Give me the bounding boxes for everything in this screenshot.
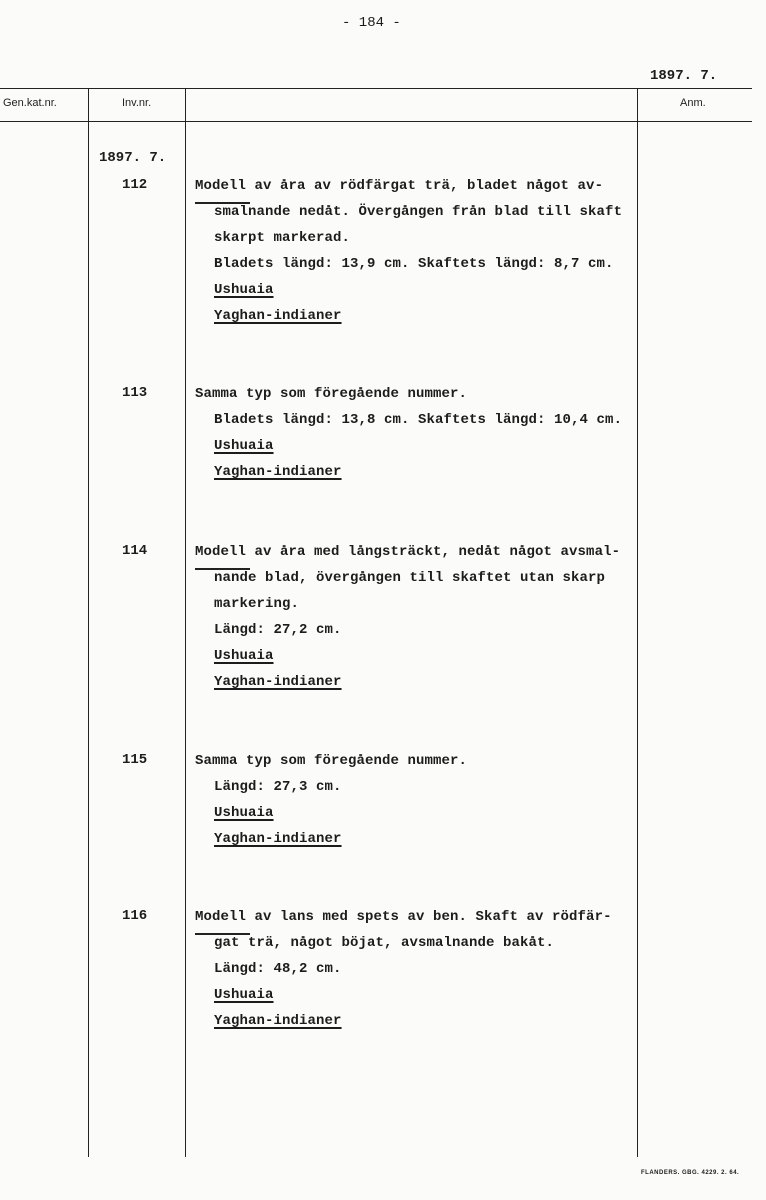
description-line: skarpt markerad. bbox=[214, 230, 351, 246]
catalog-entry bbox=[195, 904, 612, 1034]
inv-number: 114 bbox=[122, 543, 148, 559]
description-line: nande blad, övergången till skaftet utan skarp bbox=[214, 570, 606, 586]
description-line: markering. bbox=[214, 596, 300, 612]
page-number: - 184 - bbox=[342, 15, 401, 31]
place-label: Ushuaia bbox=[214, 987, 274, 1003]
header-top-rule bbox=[0, 88, 752, 89]
people-label: Yaghan-indianer bbox=[214, 464, 342, 480]
column-divider-gen-kat bbox=[88, 89, 89, 1157]
column-divider-anm bbox=[637, 89, 638, 1157]
description-line: Modell av åra med långsträckt, nedåt något avsmal- bbox=[195, 544, 621, 560]
description-line: Modell av lans med spets av ben. Skaft av rödfär- bbox=[195, 909, 612, 925]
description-line: Bladets längd: 13,9 cm. Skaftets längd: 8,7 cm. bbox=[214, 256, 614, 272]
section-year: 1897. 7. bbox=[99, 150, 167, 166]
description-line: Modell av åra av rödfärgat trä, bladet något av- bbox=[195, 178, 604, 194]
description-line: smalnande nedåt. Övergången från blad till skaft bbox=[214, 204, 623, 220]
column-header-gen-kat: Gen.kat.nr. bbox=[3, 97, 57, 109]
column-divider-inv bbox=[185, 89, 186, 1157]
year-reference: 1897. 7. bbox=[650, 68, 718, 84]
column-header-inv: Inv.nr. bbox=[122, 97, 152, 109]
first-line-mark bbox=[195, 202, 250, 204]
place-label: Ushuaia bbox=[214, 805, 274, 821]
first-line-mark bbox=[195, 933, 250, 935]
people-label: Yaghan-indianer bbox=[214, 674, 342, 690]
inv-number: 113 bbox=[122, 385, 148, 401]
place-label: Ushuaia bbox=[214, 282, 274, 298]
description-line: Samma typ som föregående nummer. bbox=[195, 386, 468, 402]
description-line: gat trä, något böjat, avsmalnande bakåt. bbox=[214, 935, 555, 951]
catalog-entry bbox=[195, 748, 467, 852]
catalog-entry bbox=[195, 381, 622, 485]
first-line-mark bbox=[195, 568, 250, 570]
inv-number: 112 bbox=[122, 177, 148, 193]
place-label: Ushuaia bbox=[214, 438, 274, 454]
description-line: Samma typ som föregående nummer. bbox=[195, 753, 468, 769]
inv-number: 116 bbox=[122, 908, 148, 924]
description-line: Längd: 27,2 cm. bbox=[214, 622, 342, 638]
catalog-entry bbox=[195, 173, 622, 329]
people-label: Yaghan-indianer bbox=[214, 1013, 342, 1029]
printer-footer: FLANDERS. GBG. 4229. 2. 64. bbox=[641, 1170, 740, 1176]
description-line: Bladets längd: 13,8 cm. Skaftets längd: 10,4 cm. bbox=[214, 412, 623, 428]
catalog-entry bbox=[195, 539, 620, 695]
header-bottom-rule bbox=[0, 121, 752, 122]
column-header-anm: Anm. bbox=[680, 97, 706, 109]
description-line: Längd: 27,3 cm. bbox=[214, 779, 342, 795]
people-label: Yaghan-indianer bbox=[214, 831, 342, 847]
inv-number: 115 bbox=[122, 752, 148, 768]
description-line: Längd: 48,2 cm. bbox=[214, 961, 342, 977]
place-label: Ushuaia bbox=[214, 648, 274, 664]
people-label: Yaghan-indianer bbox=[214, 308, 342, 324]
